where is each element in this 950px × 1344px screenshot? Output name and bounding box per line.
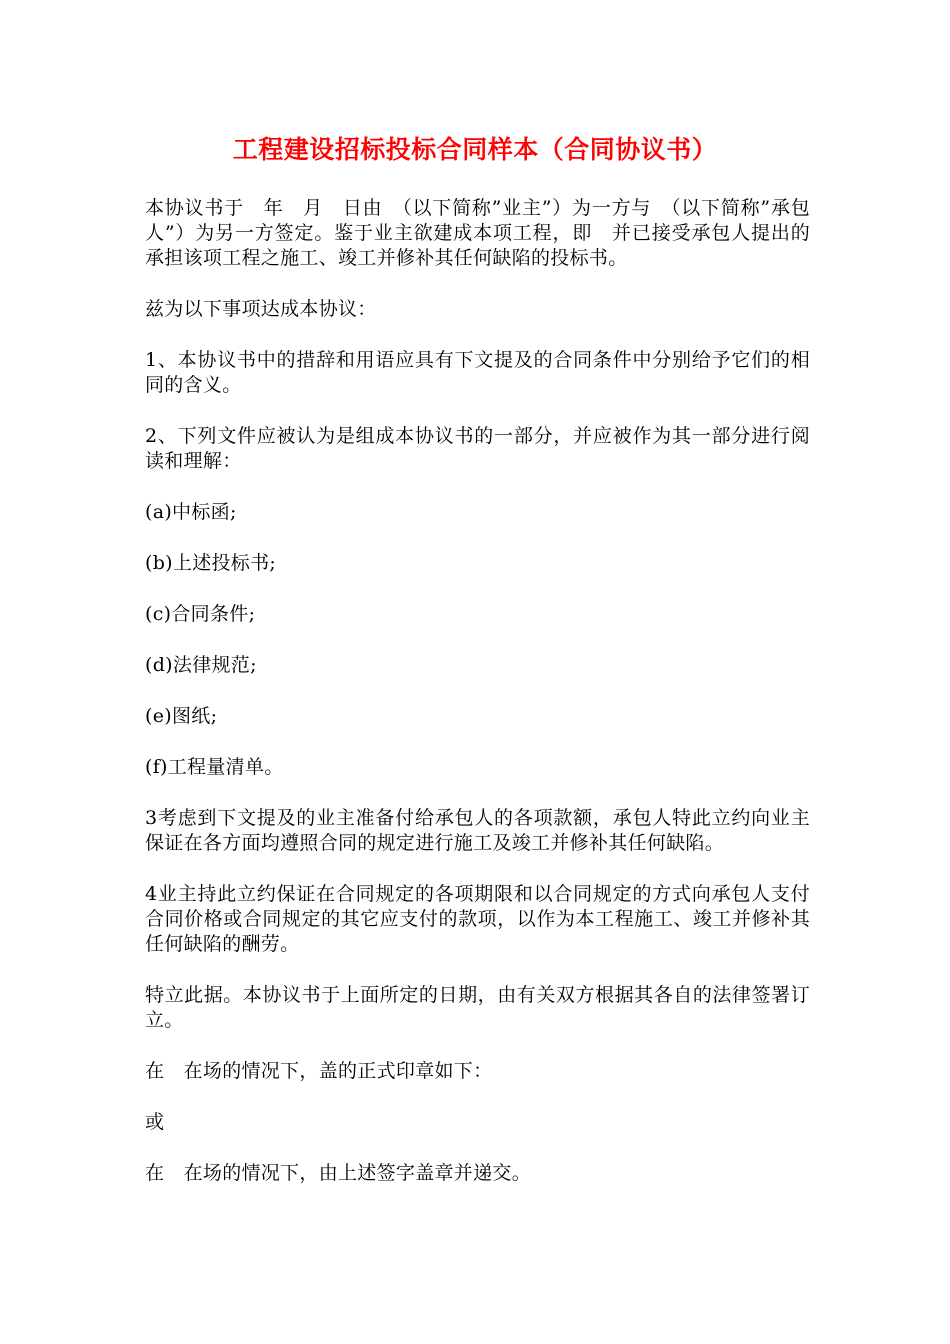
paragraph-witness: 特立此据。本协议书于上面所定的日期，由有关双方根据其各自的法律签署订立。 — [145, 984, 810, 1031]
list-item-c: (c)合同条件; — [145, 603, 256, 625]
document-title: 工程建设招标投标合同样本（合同协议书） — [232, 135, 718, 164]
paragraph-clause-4: 4业主持此立约保证在合同规定的各项期限和以合同规定的方式向承包人支付合同价格或合同规定的其它应支付的款项，以作为本工程施工、竣工并修补其任何缺陷的酬劳。 — [145, 883, 810, 955]
document-body — [145, 196, 810, 1212]
paragraph-seal-1: 在 在场的情况下，盖的正式印章如下： — [145, 1060, 493, 1082]
paragraph-agreement-intro: 兹为以下事项达成本协议： — [145, 298, 377, 320]
list-item-d: (d)法律规范; — [145, 654, 257, 676]
list-item-f: (f)工程量清单。 — [145, 756, 284, 778]
paragraph-preamble: 本协议书于 年 月 日由 （以下简称”业主”）为一方与 （以下简称”承包人”）为另一方签定。鉴于业主欲建成本项工程，即 并已接受承包人提出的承担该项工程之施工、竣工并修补其任何缺陷的投标书。 — [145, 197, 810, 269]
list-item-e: (e)图纸; — [145, 705, 218, 727]
list-item-a: (a)中标函; — [145, 501, 237, 523]
paragraph-or: 或 — [145, 1111, 165, 1133]
paragraph-seal-2: 在 在场的情况下，由上述签字盖章并递交。 — [145, 1162, 532, 1184]
list-item-b: (b)上述投标书; — [145, 552, 277, 574]
paragraph-clause-1: 1、本协议书中的措辞和用语应具有下文提及的合同条件中分别给予它们的相同的含义。 — [145, 349, 810, 396]
paragraph-clause-2: 2、下列文件应被认为是组成本协议书的一部分，并应被作为其一部分进行阅读和理解： — [145, 425, 810, 472]
paragraph-clause-3: 3考虑到下文提及的业主准备付给承包人的各项款额，承包人特此立约向业主保证在各方面均遵照合同的规定进行施工及竣工并修补其任何缺陷。 — [145, 807, 810, 854]
